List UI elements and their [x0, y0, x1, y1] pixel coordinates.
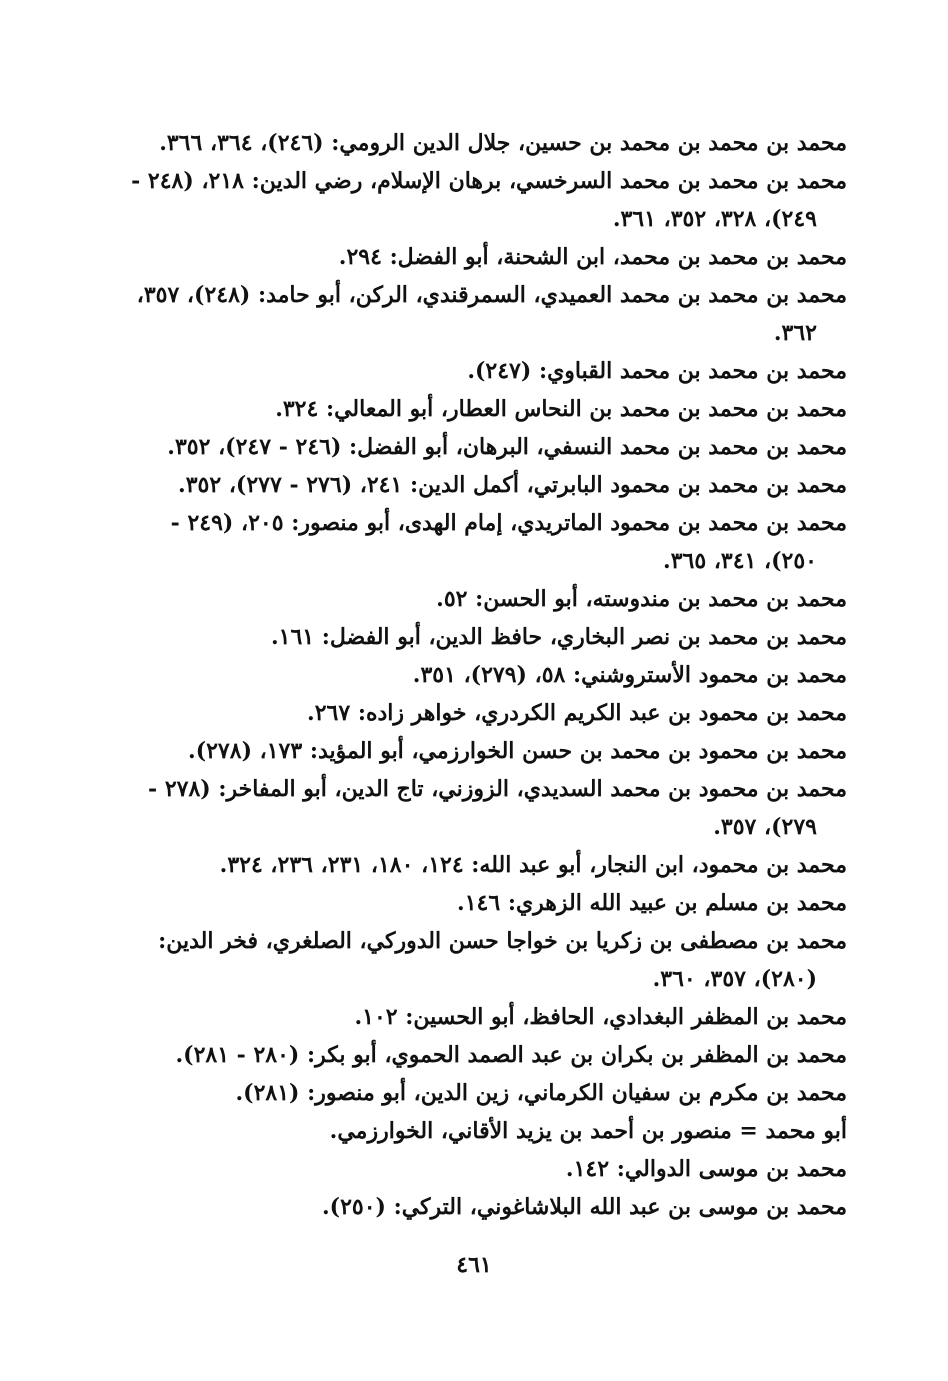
index-entry — [105, 580, 847, 618]
index-entry — [105, 1150, 847, 1188]
index-entry — [105, 276, 847, 352]
index-entry-text: أبو محمد = منصور بن أحمد بن يزيد الأقاني، الخوارزمي. — [329, 1118, 847, 1144]
index-entry — [105, 656, 847, 694]
index-entry — [105, 884, 847, 922]
index-entry-continuation: ٢٧٩)، ٣٥٧. — [713, 814, 817, 840]
index-entry — [105, 998, 847, 1036]
index-entry-text: محمد بن مسلم بن عبيد الله الزهري: ١٤٦. — [457, 890, 847, 916]
index-entry — [105, 504, 847, 580]
index-entry — [105, 466, 847, 504]
index-entry-text: محمد بن المظفر بن بكران بن عبد الصمد الحموي، أبو بكر: (٢٨٠ - ٢٨١). — [175, 1042, 847, 1068]
index-entry — [105, 390, 847, 428]
index-entry — [105, 922, 847, 998]
index-entry-continuation: ٣٦٢. — [773, 320, 817, 346]
index-entry-text: محمد بن محمد بن نصر البخاري، حافظ الدين، أبو الفضل: ١٦١. — [270, 624, 847, 650]
index-entry — [105, 1036, 847, 1074]
index-entry-continuation: ٢٥٠)، ٣٤١، ٣٦٥. — [663, 548, 817, 574]
index-entry — [105, 162, 847, 238]
index-entry-text: محمد بن محمد بن محمد، ابن الشحنة، أبو الفضل: ٢٩٤. — [338, 244, 847, 270]
index-entry — [105, 846, 847, 884]
index-entry-text: محمد بن محمد بن محمد السرخسي، برهان الإسلام، رضي الدين: ٢١٨، (٢٤٨ - — [131, 168, 847, 194]
index-entry-text: محمد بن محمود بن محمد بن حسن الخوارزمي، أبو المؤيد: ١٧٣، (٢٧٨). — [188, 738, 847, 764]
index-entry-text: محمد بن محمد بن محمود البابرتي، أكمل الدين: ٢٤١، (٢٧٦ - ٢٧٧)، ٣٥٢. — [178, 472, 847, 498]
index-entry — [105, 770, 847, 846]
index-entry-text: محمد بن محمد بن محمد العميدي، السمرقندي، الركن، أبو حامد: (٢٤٨)، ٣٥٧، — [136, 282, 847, 308]
index-entry-text: محمد بن محمد بن محمود الماتريدي، إمام الهدى، أبو منصور: ٢٠٥، (٢٤٩ - — [170, 510, 847, 536]
index-entry-continuation: (٢٨٠)، ٣٥٧، ٣٦٠. — [652, 966, 817, 992]
index-entry-text: محمد بن موسى بن عبد الله البلاشاغوني، التركي: (٢٥٠). — [321, 1194, 847, 1220]
index-entry — [105, 124, 847, 162]
index-entry-text: محمد بن محمد بن محمد بن النحاس العطار، أبو المعالي: ٣٢٤. — [275, 396, 847, 422]
page-number: ٤٦١ — [456, 1252, 492, 1278]
index-entry — [105, 618, 847, 656]
index-entry-text: محمد بن محمود بن عبد الكريم الكردري، خواهر زاده: ٢٦٧. — [307, 700, 847, 726]
index-entry — [105, 1074, 847, 1112]
index-entry-text: محمد بن محمد بن مندوسته، أبو الحسن: ٥٢. — [436, 586, 847, 612]
index-entry — [105, 732, 847, 770]
index-entry-text: محمد بن محمود الأستروشني: ٥٨، (٢٧٩)، ٣٥١. — [412, 662, 847, 688]
index-entry — [105, 1188, 847, 1226]
index-entry-text: محمد بن محمد بن محمد النسفي، البرهان، أبو الفضل: (٢٤٦ - ٢٤٧)، ٣٥٢. — [167, 434, 847, 460]
index-entry-list — [105, 124, 847, 1226]
index-entry-text: محمد بن مصطفى بن زكريا بن خواجا حسن الدوركي، الصلغري، فخر الدين: — [158, 928, 847, 954]
index-entry-text: محمد بن محمود، ابن النجار، أبو عبد الله: ١٢٤، ١٨٠، ٢٣١، ٢٣٦، ٣٢٤. — [219, 852, 847, 878]
index-entry-text: محمد بن محمد بن محمد بن حسين، جلال الدين الرومي: (٢٤٦)، ٣٦٤، ٣٦٦. — [159, 130, 847, 156]
index-entry-text: محمد بن المظفر البغدادي، الحافظ، أبو الحسين: ١٠٢. — [354, 1004, 847, 1030]
index-entry-text: محمد بن محمد بن محمد القباوي: (٢٤٧). — [467, 358, 847, 384]
index-entry — [105, 1112, 847, 1150]
index-entry-continuation: ٢٤٩)، ٣٢٨، ٣٥٢، ٣٦١. — [612, 206, 817, 232]
index-entry — [105, 352, 847, 390]
index-entry — [105, 694, 847, 732]
index-entry-text: محمد بن محمود بن محمد السديدي، الزوزني، تاج الدين، أبو المفاخر: (٢٧٨ - — [148, 776, 847, 802]
index-entry — [105, 238, 847, 276]
index-entry-text: محمد بن مكرم بن سفيان الكرماني، زين الدين، أبو منصور: (٢٨١). — [235, 1080, 847, 1106]
index-entry-text: محمد بن موسى الدوالي: ١٤٢. — [565, 1156, 847, 1182]
index-entry — [105, 428, 847, 466]
